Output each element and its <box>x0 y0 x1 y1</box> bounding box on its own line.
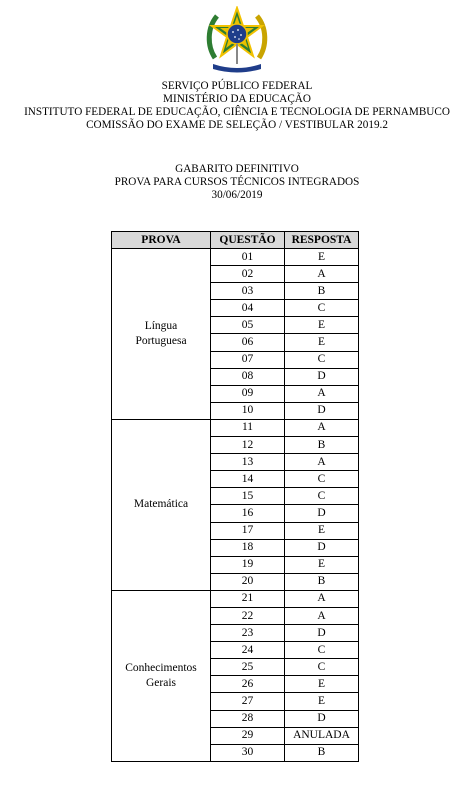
questao-cell: 27 <box>211 693 285 710</box>
questao-cell: 18 <box>211 539 285 556</box>
subheader-date: 30/06/2019 <box>211 189 263 201</box>
questao-cell: 22 <box>211 607 285 624</box>
header-line-ministerio: MINISTÉRIO DA EDUCAÇÃO <box>163 93 311 105</box>
questao-cell: 20 <box>211 573 285 590</box>
questao-cell: 03 <box>211 283 285 300</box>
resposta-cell: C <box>285 659 359 676</box>
prova-name-cell <box>112 419 211 590</box>
questao-cell: 28 <box>211 710 285 727</box>
resposta-cell: A <box>285 385 359 402</box>
header-line-servico: SERVIÇO PÚBLICO FEDERAL <box>161 80 313 92</box>
prova-name-line: Língua <box>144 319 178 332</box>
resposta-cell: A <box>285 590 359 607</box>
questao-cell: 09 <box>211 385 285 402</box>
questao-cell: 08 <box>211 368 285 385</box>
table-row <box>112 419 359 436</box>
subheader-title: GABARITO DEFINITIVO <box>175 163 299 175</box>
table-body <box>112 249 359 762</box>
resposta-cell: C <box>285 642 359 659</box>
questao-cell: 23 <box>211 625 285 642</box>
questao-cell: 02 <box>211 266 285 283</box>
resposta-cell: D <box>285 505 359 522</box>
header-line-instituto: INSTITUTO FEDERAL DE EDUCAÇÃO, CIÊNCIA E TECNOLOGIA DE PERNAMBUCO <box>24 106 450 118</box>
prova-name-line: Gerais <box>145 676 176 689</box>
prova-name-cell <box>112 590 211 761</box>
questao-cell: 12 <box>211 437 285 454</box>
resposta-cell: E <box>285 317 359 334</box>
prova-name-cell <box>112 249 211 420</box>
resposta-cell: C <box>285 351 359 368</box>
questao-cell: 07 <box>211 351 285 368</box>
resposta-cell: A <box>285 607 359 624</box>
answer-key-table <box>111 231 359 762</box>
questao-cell: 06 <box>211 334 285 351</box>
questao-cell: 24 <box>211 642 285 659</box>
resposta-cell: D <box>285 368 359 385</box>
questao-cell: 15 <box>211 488 285 505</box>
resposta-cell: ANULADA <box>285 727 359 744</box>
prova-name-line: Matemática <box>133 498 189 511</box>
questao-cell: 25 <box>211 659 285 676</box>
document-header <box>0 80 474 132</box>
resposta-cell: E <box>285 334 359 351</box>
questao-cell: 10 <box>211 402 285 419</box>
resposta-cell: D <box>285 710 359 727</box>
table-row <box>112 249 359 266</box>
questao-cell: 11 <box>211 419 285 436</box>
document-subheader <box>0 163 474 202</box>
questao-cell: 01 <box>211 249 285 266</box>
questao-cell: 04 <box>211 300 285 317</box>
resposta-cell: D <box>285 539 359 556</box>
questao-cell: 30 <box>211 744 285 761</box>
questao-cell: 26 <box>211 676 285 693</box>
resposta-cell: E <box>285 522 359 539</box>
resposta-cell: C <box>285 300 359 317</box>
brasao-republica-icon <box>205 6 269 76</box>
resposta-cell: A <box>285 454 359 471</box>
resposta-cell: E <box>285 676 359 693</box>
prova-name-line: Portuguesa <box>135 334 187 347</box>
resposta-cell: E <box>285 556 359 573</box>
header-resposta: RESPOSTA <box>285 232 359 249</box>
questao-cell: 14 <box>211 471 285 488</box>
header-line-comissao: COMISSÃO DO EXAME DE SELEÇÃO / VESTIBULAR 2019.2 <box>86 119 388 131</box>
resposta-cell: E <box>285 693 359 710</box>
resposta-cell: B <box>285 573 359 590</box>
questao-cell: 19 <box>211 556 285 573</box>
resposta-cell: E <box>285 249 359 266</box>
header-prova: PROVA <box>112 232 211 249</box>
resposta-cell: D <box>285 625 359 642</box>
resposta-cell: C <box>285 488 359 505</box>
prova-name-line: Conhecimentos <box>125 661 197 674</box>
table-header-row <box>112 232 359 249</box>
questao-cell: 13 <box>211 454 285 471</box>
resposta-cell: B <box>285 437 359 454</box>
table-row <box>112 590 359 607</box>
subheader-prova: PROVA PARA CURSOS TÉCNICOS INTEGRADOS <box>114 176 360 188</box>
questao-cell: 29 <box>211 727 285 744</box>
resposta-cell: C <box>285 471 359 488</box>
resposta-cell: B <box>285 744 359 761</box>
resposta-cell: A <box>285 266 359 283</box>
header-questao: QUESTÃO <box>211 232 285 249</box>
questao-cell: 05 <box>211 317 285 334</box>
questao-cell: 17 <box>211 522 285 539</box>
questao-cell: 21 <box>211 590 285 607</box>
resposta-cell: D <box>285 402 359 419</box>
questao-cell: 16 <box>211 505 285 522</box>
resposta-cell: A <box>285 419 359 436</box>
resposta-cell: B <box>285 283 359 300</box>
